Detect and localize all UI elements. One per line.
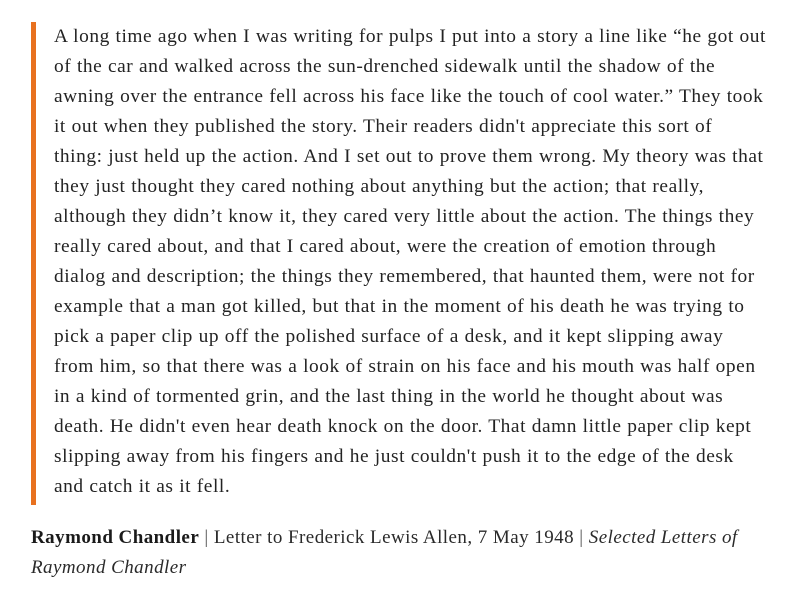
separator: | xyxy=(579,527,584,548)
author-name: Raymond Chandler xyxy=(31,527,200,548)
quote-text: A long time ago when I was writing for pulps I put into a story a line like “he got out of the car and walked across the sun-drenched sidewalk until the shadow of the awning over the entrance fell across his face like the touch of cool water.” They took it out when they published the story. Their readers didn't appreciate this sort of thing: just held up the action. And I set out to prove them wrong. My theory was that they just thought they cared nothing about anything but the action; that really, although they didn’t know it, they cared very little about the action. The things they really cared about, and that I cared about, were the creation of emotion through dialog and description; the things they remembered, that haunted them, were not for example that a man got killed, but that in the moment of his death he was trying to pick a paper clip up off the polished surface of a desk, and it kept slipping away from him, so that there was a look of strain on his face and his mouth was half open in a kind of tormented grin, and the last thing in the world he thought about was death. He didn't even hear death knock on the door. That damn little paper clip kept slipping away from his fingers and he just couldn't push it to the edge of the desk and catch it as it fell. xyxy=(54,26,766,497)
book-title: Selected Letters of Raymond Chandler xyxy=(31,527,738,578)
separator: | xyxy=(204,527,209,548)
attribution xyxy=(31,523,766,583)
blockquote xyxy=(31,22,766,505)
source-letter: Letter to Frederick Lewis Allen, 7 May 1948 xyxy=(213,527,575,548)
